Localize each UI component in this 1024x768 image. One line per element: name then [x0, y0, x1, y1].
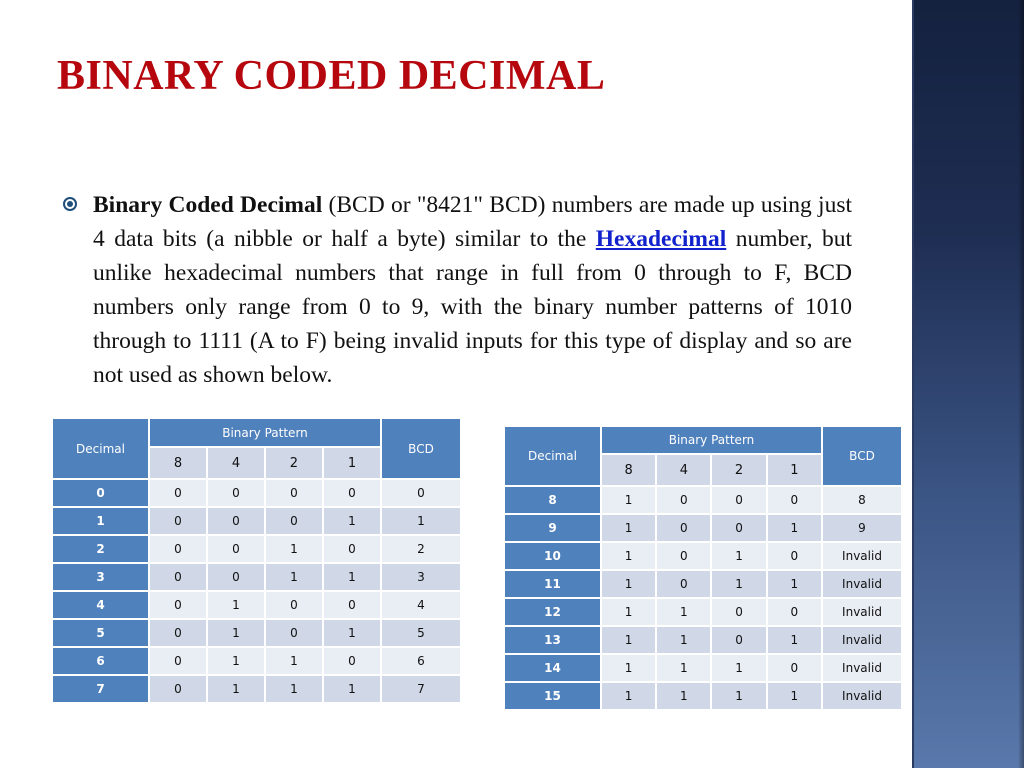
table-row: [504, 626, 902, 654]
header-binary-pattern: Binary Pattern: [149, 418, 381, 447]
bit-cell: 0: [265, 507, 323, 535]
bit-cell: 1: [656, 626, 711, 654]
bit-cell: 0: [149, 619, 207, 647]
bit-cell: 0: [711, 486, 766, 514]
bcd-cell: 7: [381, 675, 461, 703]
table-row: [52, 479, 461, 507]
bullet-paragraph: [93, 188, 852, 392]
decimal-cell: 8: [504, 486, 601, 514]
bit-cell: 1: [601, 486, 656, 514]
bcd-table-0-7: [52, 418, 461, 703]
bcd-cell: 8: [822, 486, 902, 514]
decimal-cell: 1: [52, 507, 149, 535]
bit-cell: 1: [601, 514, 656, 542]
bit-cell: 1: [323, 507, 381, 535]
bit-cell: 0: [767, 654, 822, 682]
bit-cell: 1: [265, 563, 323, 591]
bit-cell: 1: [601, 570, 656, 598]
header-bcd: BCD: [822, 426, 902, 486]
bit-cell: 1: [767, 626, 822, 654]
table-row: [52, 563, 461, 591]
header-bit-weight: 2: [265, 447, 323, 479]
table-row: [52, 675, 461, 703]
bit-cell: 0: [323, 647, 381, 675]
bit-cell: 1: [601, 654, 656, 682]
hexadecimal-link[interactable]: Hexadecimal: [595, 226, 727, 252]
bcd-cell: Invalid: [822, 682, 902, 710]
header-bit-weight: 2: [711, 454, 766, 486]
bold-lead: Binary Coded Decimal: [93, 192, 323, 218]
bit-cell: 1: [767, 570, 822, 598]
bcd-cell: 9: [822, 514, 902, 542]
table-row: [52, 619, 461, 647]
bcd-cell: 3: [381, 563, 461, 591]
table-row: [52, 507, 461, 535]
bit-cell: 1: [601, 626, 656, 654]
bit-cell: 0: [323, 591, 381, 619]
bcd-cell: Invalid: [822, 626, 902, 654]
bcd-cell: 4: [381, 591, 461, 619]
paragraph-text-1: (BCD or "8421" BCD) numbers are made up using just 4 data bits (a nibble or half a byte) similar to the: [93, 192, 853, 252]
bit-cell: 1: [767, 514, 822, 542]
bullet-point: [60, 188, 852, 392]
bit-cell: 1: [711, 570, 766, 598]
decimal-cell: 4: [52, 591, 149, 619]
bit-cell: 0: [656, 514, 711, 542]
decimal-cell: 5: [52, 619, 149, 647]
bcd-cell: 0: [381, 479, 461, 507]
decimal-cell: 12: [504, 598, 601, 626]
bit-cell: 1: [656, 598, 711, 626]
header-bit-weight: 1: [323, 447, 381, 479]
bit-cell: 1: [207, 619, 265, 647]
bit-cell: 1: [601, 542, 656, 570]
header-binary-pattern: Binary Pattern: [601, 426, 822, 454]
bullet-icon: [63, 197, 77, 211]
bit-cell: 0: [265, 619, 323, 647]
bit-cell: 0: [711, 626, 766, 654]
header-bit-weight: 8: [601, 454, 656, 486]
paragraph-text-2: number, but unlike hexadecimal numbers that range in full from 0 through to F, BCD numbers only range from 0 to 9, with the binary number patterns of 1010 through to 1111 (A to F) being invalid inputs for this type of display and so are not used as shown below.: [93, 226, 853, 388]
bcd-cell: 2: [381, 535, 461, 563]
bit-cell: 1: [601, 598, 656, 626]
bcd-cell: Invalid: [822, 542, 902, 570]
bit-cell: 0: [149, 591, 207, 619]
decimal-cell: 15: [504, 682, 601, 710]
bit-cell: 1: [207, 675, 265, 703]
decimal-cell: 3: [52, 563, 149, 591]
header-bit-weight: 8: [149, 447, 207, 479]
bit-cell: 1: [207, 591, 265, 619]
bit-cell: 0: [149, 479, 207, 507]
decorative-sidebar: [912, 0, 1024, 768]
bit-cell: 0: [265, 591, 323, 619]
bcd-cell: 5: [381, 619, 461, 647]
decimal-cell: 2: [52, 535, 149, 563]
bit-cell: 1: [323, 563, 381, 591]
bit-cell: 1: [711, 682, 766, 710]
bit-cell: 0: [656, 542, 711, 570]
bit-cell: 1: [601, 682, 656, 710]
header-decimal: Decimal: [504, 426, 601, 486]
bit-cell: 0: [207, 479, 265, 507]
bit-cell: 1: [711, 542, 766, 570]
bcd-cell: Invalid: [822, 570, 902, 598]
table-row: [52, 535, 461, 563]
bit-cell: 1: [323, 675, 381, 703]
decimal-cell: 6: [52, 647, 149, 675]
table-row: [504, 682, 902, 710]
slide-title: BINARY CODED DECIMAL: [57, 53, 606, 99]
bit-cell: 0: [767, 598, 822, 626]
bit-cell: 1: [207, 647, 265, 675]
bit-cell: 0: [207, 535, 265, 563]
bit-cell: 0: [149, 535, 207, 563]
bit-cell: 0: [656, 570, 711, 598]
bit-cell: 1: [323, 619, 381, 647]
bit-cell: 1: [711, 654, 766, 682]
decimal-cell: 13: [504, 626, 601, 654]
decimal-cell: 0: [52, 479, 149, 507]
bit-cell: 0: [323, 535, 381, 563]
bit-cell: 1: [656, 654, 711, 682]
table-row: [504, 514, 902, 542]
bcd-cell: 1: [381, 507, 461, 535]
bit-cell: 0: [711, 598, 766, 626]
bit-cell: 1: [265, 535, 323, 563]
bit-cell: 0: [207, 507, 265, 535]
header-bit-weight: 4: [207, 447, 265, 479]
bit-cell: 0: [149, 675, 207, 703]
bit-cell: 0: [149, 647, 207, 675]
bcd-cell: Invalid: [822, 598, 902, 626]
bit-cell: 0: [207, 563, 265, 591]
bit-cell: 0: [656, 486, 711, 514]
bit-cell: 0: [323, 479, 381, 507]
bit-cell: 0: [265, 479, 323, 507]
bcd-table-8-15: [504, 426, 902, 710]
header-bit-weight: 4: [656, 454, 711, 486]
decimal-cell: 10: [504, 542, 601, 570]
header-bcd: BCD: [381, 418, 461, 479]
bit-cell: 0: [767, 486, 822, 514]
bit-cell: 1: [265, 647, 323, 675]
bcd-cell: 6: [381, 647, 461, 675]
header-decimal: Decimal: [52, 418, 149, 479]
bit-cell: 0: [149, 507, 207, 535]
bcd-cell: Invalid: [822, 654, 902, 682]
bit-cell: 0: [149, 563, 207, 591]
table-row: [504, 542, 902, 570]
bit-cell: 1: [767, 682, 822, 710]
header-bit-weight: 1: [767, 454, 822, 486]
table-row: [52, 591, 461, 619]
decimal-cell: 9: [504, 514, 601, 542]
table-row: [504, 598, 902, 626]
decimal-cell: 11: [504, 570, 601, 598]
decimal-cell: 14: [504, 654, 601, 682]
table-row: [504, 570, 902, 598]
table-row: [504, 654, 902, 682]
bit-cell: 1: [656, 682, 711, 710]
bit-cell: 1: [265, 675, 323, 703]
decimal-cell: 7: [52, 675, 149, 703]
bit-cell: 0: [711, 514, 766, 542]
table-row: [52, 647, 461, 675]
table-row: [504, 486, 902, 514]
bit-cell: 0: [767, 542, 822, 570]
